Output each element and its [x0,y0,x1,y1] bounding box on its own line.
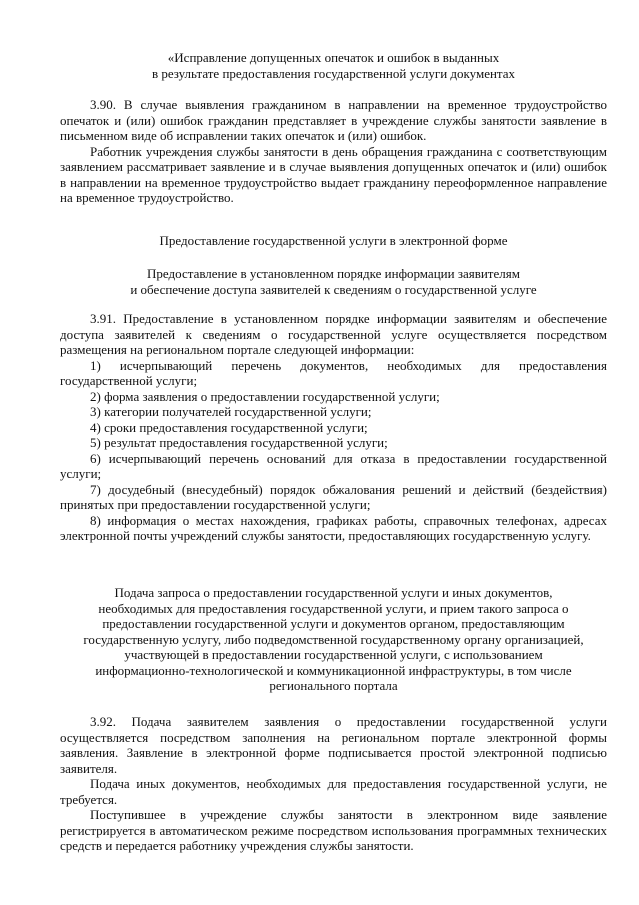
heading-line: «Исправление допущенных опечаток и ошибок в выданных [167,50,500,65]
heading-line: участвующей в предоставлении государственной услуги, с использованием [124,647,543,662]
clause-3-92 [60,714,607,854]
heading-line: Предоставление государственной услуги в электронной форме [159,233,508,248]
list-item: 1) исчерпывающий перечень документов, необходимых для предоставления государственной услуги; [60,357,607,388]
heading-line: предоставлении государственной услуги и документов органом, предоставляющим [102,616,565,631]
paragraph: 3.90. В случае выявления гражданином в направлении на временное трудоустройство опечаток и (или) ошибок гражданин представляет в учреждение службы занятости заявление в письменном виде об исправлении таких опечаток и (или) ошибок. [60,97,607,143]
clause-3-91 [60,311,607,544]
list-item: 7) досудебный (внесудебный) порядок обжалования решений и действий (бездействия) принятых при предоставлении государственной услуги; [60,481,607,512]
paragraph: 3.92. Подача заявителем заявления о предоставлении государственной услуги осуществляется посредством заполнения на региональном портале электронной формы заявления. Заявление в электронной форме подписывается простой электронной подписью заявителя. [60,714,607,776]
paragraph: Подача иных документов, необходимых для предоставления государственной услуги, не требуется. [60,776,607,807]
heading-line: Предоставление в установленном порядке информации заявителям [147,266,520,281]
list-item: 8) информация о местах нахождения, графиках работы, справочных телефонах, адресах электронной почты учреждений службы занятости, предоставляющих государственную услугу. [60,512,607,543]
clause-3-90 [60,97,607,206]
heading-line: информационно-технологической и коммуникационной инфраструктуры, в том числе [95,662,572,678]
heading-line: государственную услугу, либо подведомственной государственному органу организацией, [83,631,584,647]
section-heading-electronic [60,233,607,249]
list-item: 4) сроки предоставления государственной услуги; [90,419,368,435]
list-item: 6) исчерпывающий перечень оснований для отказа в предоставлении государственной услуги; [60,450,607,481]
section-heading-info [60,266,607,297]
list-item: 5) результат предоставления государственной услуги; [90,435,388,450]
section-heading-corrections [60,50,607,81]
heading-line: и обеспечение доступа заявителей к сведениям о государственной услуге [130,281,537,297]
list-item: 2) форма заявления о предоставлении государственной услуги; [90,388,440,404]
heading-line: необходимых для предоставления государственной услуги, и прием такого запроса о [98,600,569,616]
heading-line: регионального портала [269,678,398,693]
paragraph: 3.91. Предоставление в установленном порядке информации заявителям и обеспечение доступа заявителей к сведениям о государственной услуге осуществляется посредством размещения на региональном портале следующей информации: [60,311,607,357]
heading-line: Подача запроса о предоставлении государственной услуги и иных документов, [114,585,553,600]
paragraph: Работник учреждения службы занятости в день обращения гражданина с соответствующим заявлением рассматривает заявление и в случае выявления допущенных опечаток и (или) ошибок в направлении на временное трудоустройство выдает гражданину переоформленное направление на временное трудоустройство. [60,143,607,205]
heading-line: в результате предоставления государственной услуги документах [151,65,516,81]
paragraph: Поступившее в учреждение службы занятости в электронном виде заявление регистрируется в автоматическом режиме посредством использования программных технических средств и передается работнику учреждения службы занятости. [60,807,607,853]
list-item: 3) категории получателей государственной услуги; [90,404,372,419]
section-heading-request [60,585,607,694]
